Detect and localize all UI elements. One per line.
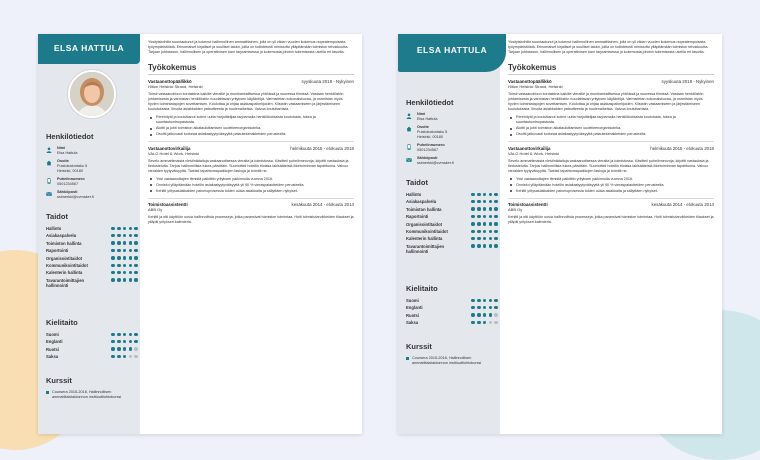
skill-row bbox=[46, 256, 138, 261]
contact-value: Helsinki, 00180 bbox=[57, 169, 83, 173]
job-title: Toimistoassistentti bbox=[508, 202, 548, 208]
language-level-dots bbox=[471, 313, 498, 317]
skill-level-dots bbox=[111, 264, 138, 268]
language-row bbox=[46, 354, 138, 359]
course-text: Coursera 2015-2016, Hallinnollisen ammattilaistaidonnon instituuttiohtokurssi bbox=[412, 356, 482, 365]
skill-name: Kalenterin hallinta bbox=[46, 270, 83, 276]
language-row bbox=[406, 305, 498, 310]
achievement-item: Osoitti jatkuvasti korkeaa asiakastyytyväisyyttä palautelomakkeiden perusteella. bbox=[508, 132, 714, 137]
job-title: Vastaanottopäällikkö bbox=[508, 79, 552, 84]
language-name: Ruotsi bbox=[406, 312, 420, 318]
skills-title: Taidot bbox=[46, 212, 68, 221]
contact-row bbox=[406, 125, 454, 140]
skill-row bbox=[46, 248, 138, 253]
person-icon bbox=[406, 113, 412, 119]
skill-row bbox=[46, 233, 138, 238]
contact-label: Sähköposti bbox=[57, 190, 78, 194]
job-entry bbox=[508, 146, 714, 194]
skill-level-dots bbox=[471, 237, 498, 241]
skill-level-dots bbox=[471, 222, 498, 226]
home-icon bbox=[46, 160, 52, 166]
job-description: Kehitti ja otti käyttöön uusia hallinnollisia prosesseja, jotka paransivat toimiston toimintaa. Hoiti toimistotarvikkeiden tilaukset ja ylläpiti yrityksen kalenteria. bbox=[148, 215, 354, 225]
resume-template-preview-left[interactable] bbox=[38, 34, 362, 434]
language-row bbox=[406, 320, 498, 325]
job-company: VALO Hotel & Work, Helsinki bbox=[148, 150, 200, 156]
language-level-dots bbox=[111, 333, 138, 337]
contact-row bbox=[46, 177, 94, 187]
skill-row bbox=[46, 241, 138, 246]
job-entry bbox=[148, 79, 354, 137]
job-entry bbox=[148, 146, 354, 194]
job-dates: kesäkuuta 2014 - elokuuta 2014 bbox=[651, 202, 714, 208]
job-company: Hilton Helsinki Strand, Helsinki bbox=[508, 84, 563, 89]
skill-level-dots bbox=[111, 249, 138, 253]
skill-name: Raportointi bbox=[406, 214, 429, 220]
skill-name: Tavarantoimittajien hallinnointi bbox=[46, 277, 85, 288]
skill-row bbox=[406, 214, 498, 219]
job-description: Kehitti ja otti käyttöön uusia hallinnollisia prosesseja, jotka paransivat toimiston toimintaa. Hoiti toimistotarvikkeiden tilaukset ja ylläpiti yrityksen kalenteria. bbox=[508, 215, 714, 225]
job-dates: helmikuuta 2015 - elokuuta 2018 bbox=[650, 145, 714, 151]
language-level-dots bbox=[111, 347, 138, 351]
contact-row bbox=[46, 146, 94, 156]
contact-value[interactable]: ssimerkki@cvmaker.fi bbox=[57, 195, 94, 199]
languages-title: Kielitaito bbox=[406, 284, 438, 293]
language-row bbox=[406, 298, 498, 303]
skill-name: Asiakaspalvelu bbox=[406, 199, 437, 205]
language-name: Ruotsi bbox=[46, 346, 60, 352]
job-achievements bbox=[508, 177, 714, 194]
skill-row bbox=[46, 278, 138, 288]
contact-row bbox=[406, 112, 454, 122]
contact-value: Elsa Hattula bbox=[417, 117, 438, 121]
job-divider bbox=[148, 198, 354, 199]
job-description: Toimii vastaanottoon kontaktina kaikille vieraille ja monikansallisessa yhtiöissä ja suuressa tiimissä. Vastaan henkilöstön johtamisesta ja varmistan henkilöstön noudattavan yrityksen käytäntöjä. Varmistetan kokonaiskuvaa, ja varmistan myös hyvien toimintatapojen soveltamisen. Kouluttaa ja ohjaa asiakaspalvelijoiden. Kiistatin vastaamiseen ja järjestämiseen koulutuksista. Ilmoita asiakkaiden palautteesta ja huolenaiheista. Valvoa kouluttamista. bbox=[508, 92, 704, 111]
skill-level-dots bbox=[111, 241, 138, 245]
contact-label: Sähköposti bbox=[417, 156, 438, 160]
achievement-item: Onnistui ylläpitämään hotellin asiakastyytyväisyyttä yli 90 % vieraspalautteiden perusteella. bbox=[508, 183, 714, 188]
achievement-item: Onnistui ylläpitämään hotellin asiakastyytyväisyyttä yli 90 % vieraspalautteiden perusteella. bbox=[148, 183, 354, 188]
job-description: Toimii vastaanottoon kontaktina kaikille vieraille ja monikansallisessa yhtiöissä ja suuressa tiimissä. Vastaan henkilöstön johtamisesta ja varmistan henkilöstön noudattavan yrityksen käytäntöjä. Varmistetan kokonaiskuvaa, ja varmistan myös hyvien toimintatapojen soveltamisen. Kouluttaa ja ohjaa asiakaspalvelijoiden. Kiistatin vastaamiseen ja järjestämiseen koulutuksista. Ilmoita asiakkaiden palautteesta ja huolenaiheista. Valvoa kouluttamista. bbox=[148, 92, 344, 111]
language-name: Suomi bbox=[46, 332, 59, 337]
skill-level-dots bbox=[471, 200, 498, 204]
contact-label: Puhelinnumero bbox=[57, 177, 85, 181]
course-item bbox=[406, 356, 494, 366]
contact-value: Helsinki, 00180 bbox=[417, 135, 443, 139]
skill-row bbox=[406, 236, 498, 241]
profile-summary: Yksityiskohtiin suuntautunut ja kokenut hallinnollinen ammattilainen, jolla on yli viiden vuoden kokemus nopeatempoisista työympäristöistä. Erinomaiset kirjalliset ja suulliset taidot, joilla on todistetusti onnistuttu ylläpitämään toimiston tehokkuutta. Tarjoan johtotason, hallinnollisen ja operatiivisen tuen tarjoamisessa ja kokemusta johdon tukemisesta useilla eri tasoilla. bbox=[148, 40, 349, 54]
language-level-dots bbox=[111, 355, 138, 359]
job-description: Sevelo ammattimaista viestintätaitoja vastaanottaessa vieraita ja toimistossa. Käsitteli puhelinneuvoja, kirjoitti vastauksia ja tiedusteluita. Tarjosi hallinnollista tukea päivittäin. Suunnitteli hotellin tiloissa lakisääteisiä liiketoiminnan tapahtumia. Valvoo vieraiden tyytyväisyyttä. Tarkisti tapahtumapaikkojen laskuja ja toimitti ne. bbox=[148, 158, 349, 173]
skill-row bbox=[406, 244, 498, 254]
job-dates: kesäkuuta 2014 - elokuuta 2014 bbox=[291, 202, 354, 208]
contact-row bbox=[406, 143, 454, 153]
job-title: Vastaanottovirkailija bbox=[148, 145, 191, 151]
courses-title: Kurssit bbox=[46, 376, 72, 385]
job-dates: helmikuuta 2015 - elokuuta 2018 bbox=[290, 145, 354, 151]
email-icon bbox=[46, 191, 52, 197]
skill-level-dots bbox=[111, 278, 138, 282]
name-banner: ELSA HATTULA bbox=[38, 34, 140, 64]
contact-value[interactable]: ssimerkki@cvmaker.fi bbox=[417, 161, 454, 165]
profile-summary: Yksityiskohtiin suuntautunut ja kokenut hallinnollinen ammattilainen, jolla on yli viiden vuoden kokemus nopeatempoisista työympäristöistä. Erinomaiset kirjalliset ja suulliset taidot, joilla on todistetusti onnistuttu ylläpitämään toimiston tehokkuutta. Tarjoan johtotason, hallinnollisen ja operatiivisen tuen tarjoamisessa ja kokemusta johdon tukemisesta useilla eri tasoilla. bbox=[508, 40, 709, 54]
skill-name: Organisointitaidot bbox=[406, 221, 443, 227]
achievement-item: Aloitti ja johti toimiston aikatauluttamisen uudelleenorganisointia. bbox=[148, 126, 354, 131]
job-description: Sevelo ammattimaista viestintätaitoja vastaanottaessa vieraita ja toimistossa. Käsitteli puhelinneuvoja, kirjoitti vastauksia ja tiedusteluita. Tarjosi hallinnollista tukea päivittäin. Suunnitteli hotellin tiloissa lakisääteisiä liiketoiminnan tapahtumia. Valvoo vieraiden tyytyväisyyttä. Tarkisti tapahtumapaikkojen laskuja ja toimitti ne. bbox=[508, 158, 709, 173]
achievement-item: Aloitti ja johti toimiston aikatauluttamisen uudelleenorganisointia. bbox=[508, 126, 714, 131]
contact-label: Osoite bbox=[57, 159, 69, 163]
achievement-item: Kehitti yritysasiakkaiden palveluprosessia tukien uusia asiakkaita ja säilyttäen nykyiset. bbox=[148, 189, 354, 194]
job-dates: syyskuuta 2018 - Nykyinen bbox=[661, 79, 714, 84]
skill-level-dots bbox=[471, 207, 498, 211]
job-title: Vastaanottovirkailija bbox=[508, 145, 551, 151]
skill-name: Toimiston hallinta bbox=[46, 240, 82, 246]
contact-value: Puistokatuntaku 5 bbox=[417, 130, 448, 134]
skill-level-dots bbox=[111, 234, 138, 238]
contact-value: Elsa Hattula bbox=[57, 151, 78, 155]
skill-row bbox=[46, 263, 138, 268]
skill-name: Hallinto bbox=[406, 192, 422, 197]
contact-label: Nimi bbox=[57, 146, 66, 150]
resume-template-preview-right[interactable] bbox=[398, 34, 722, 434]
contact-value: 0501234567 bbox=[417, 148, 439, 152]
language-row bbox=[406, 313, 498, 318]
skill-name: Asiakaspalvelu bbox=[46, 233, 77, 239]
job-company: VALO Hotel & Work, Helsinki bbox=[508, 150, 560, 156]
job-company: ABB Oy bbox=[148, 207, 163, 213]
courses-title: Kurssit bbox=[406, 342, 432, 351]
job-divider bbox=[148, 141, 354, 142]
achievement-item: Yksi vastaanottajien tiimistä palkittiin yrityksen palkinnolla vuonna 2016. bbox=[148, 177, 354, 182]
job-divider bbox=[508, 198, 714, 199]
achievement-item: Osoitti jatkuvasti korkeaa asiakastyytyväisyyttä palautelomakkeiden perusteella. bbox=[148, 132, 354, 137]
job-entry bbox=[148, 202, 354, 225]
main-content bbox=[508, 40, 714, 228]
personal-info-title: Henkilötiedot bbox=[46, 132, 94, 141]
language-name: Suomi bbox=[406, 298, 419, 303]
course-text: Coursera 2015-2016, Hallinnollisen ammattilaistaidonnon instituuttiohtokurssi bbox=[52, 390, 122, 399]
achievement-item: Kehitti yritysasiakkaiden palveluprosessia tukien uusia asiakkaita ja säilyttäen nykyiset. bbox=[508, 189, 714, 194]
languages-title: Kielitaito bbox=[46, 318, 78, 327]
skill-name: Kommunikointitaidot bbox=[46, 263, 88, 268]
contact-value: Puistokatuntaku 5 bbox=[57, 164, 88, 168]
contact-label: Puhelinnumero bbox=[417, 143, 445, 147]
contact-details bbox=[406, 112, 454, 169]
main-content bbox=[148, 40, 354, 228]
job-dates: syyskuuta 2018 - Nykyinen bbox=[301, 79, 354, 84]
skill-row bbox=[46, 226, 138, 231]
experience-title: Työkokemus bbox=[148, 63, 354, 75]
sidebar bbox=[398, 34, 500, 434]
skill-name: Hallinto bbox=[46, 226, 62, 231]
skill-level-dots bbox=[471, 244, 498, 248]
language-name: Englanti bbox=[406, 305, 423, 311]
skills-title: Taidot bbox=[406, 178, 428, 187]
skill-name: Raportointi bbox=[46, 248, 69, 254]
skill-level-dots bbox=[471, 193, 498, 197]
achievement-item: Perehdytti ja kouluttanut kolme uutta harjoittelijaa tarjoamalla henkilökohtaista koulutusta, tukea ja suuntautumisopastusta. bbox=[148, 115, 354, 125]
skill-row bbox=[406, 207, 498, 212]
experience-title: Työkokemus bbox=[508, 63, 714, 75]
skill-row bbox=[406, 222, 498, 227]
job-title: Vastaanottopäällikkö bbox=[148, 79, 192, 84]
language-name: Englanti bbox=[46, 339, 63, 345]
skill-level-dots bbox=[471, 215, 498, 219]
course-item bbox=[46, 390, 134, 400]
contact-label: Osoite bbox=[417, 125, 429, 129]
phone-icon bbox=[46, 178, 52, 184]
language-row bbox=[46, 347, 138, 352]
phone-icon bbox=[406, 144, 412, 150]
achievement-item: Yksi vastaanottajien tiimistä palkittiin yrityksen palkinnolla vuonna 2016. bbox=[508, 177, 714, 182]
contact-row bbox=[406, 156, 454, 166]
language-level-dots bbox=[471, 299, 498, 303]
skill-level-dots bbox=[111, 271, 138, 275]
skill-name: Organisointitaidot bbox=[46, 255, 83, 261]
language-level-dots bbox=[471, 321, 498, 325]
skill-name: Kommunikointitaidot bbox=[406, 229, 448, 234]
job-company: Hilton Helsinki Strand, Helsinki bbox=[148, 84, 203, 89]
language-name: Saksa bbox=[406, 320, 419, 326]
skill-row bbox=[406, 192, 498, 197]
job-divider bbox=[508, 141, 714, 142]
person-icon bbox=[46, 147, 52, 153]
language-row bbox=[46, 332, 138, 337]
job-title: Toimistoassistentti bbox=[148, 202, 188, 208]
skill-name: Toimiston hallinta bbox=[406, 206, 442, 212]
language-level-dots bbox=[111, 340, 138, 344]
skill-name: Tavarantoimittajien hallinnointi bbox=[406, 243, 445, 254]
contact-row bbox=[46, 159, 94, 174]
home-icon bbox=[406, 126, 412, 132]
contact-details bbox=[46, 146, 94, 203]
personal-info-title: Henkilötiedot bbox=[406, 98, 454, 107]
skill-row bbox=[46, 270, 138, 275]
email-icon bbox=[406, 157, 412, 163]
language-name: Saksa bbox=[46, 354, 59, 360]
job-entry bbox=[508, 79, 714, 137]
name-banner: ELSA HATTULA bbox=[398, 34, 506, 72]
language-level-dots bbox=[471, 306, 498, 310]
contact-row bbox=[46, 190, 94, 200]
skill-row bbox=[406, 229, 498, 234]
job-achievements bbox=[148, 115, 354, 137]
language-row bbox=[46, 339, 138, 344]
skill-row bbox=[406, 199, 498, 204]
skill-name: Kalenterin hallinta bbox=[406, 236, 443, 242]
job-entry bbox=[508, 202, 714, 225]
skill-level-dots bbox=[111, 256, 138, 260]
skill-level-dots bbox=[471, 230, 498, 234]
contact-label: Nimi bbox=[417, 112, 426, 116]
job-achievements bbox=[148, 177, 354, 194]
achievement-item: Perehdytti ja kouluttanut kolme uutta harjoittelijaa tarjoamalla henkilökohtaista koulutusta, tukea ja suuntautumisopastusta. bbox=[508, 115, 714, 125]
job-company: ABB Oy bbox=[508, 207, 523, 213]
job-achievements bbox=[508, 115, 714, 137]
profile-photo bbox=[68, 70, 116, 118]
contact-value: 0501234567 bbox=[57, 182, 79, 186]
skill-level-dots bbox=[111, 227, 138, 231]
